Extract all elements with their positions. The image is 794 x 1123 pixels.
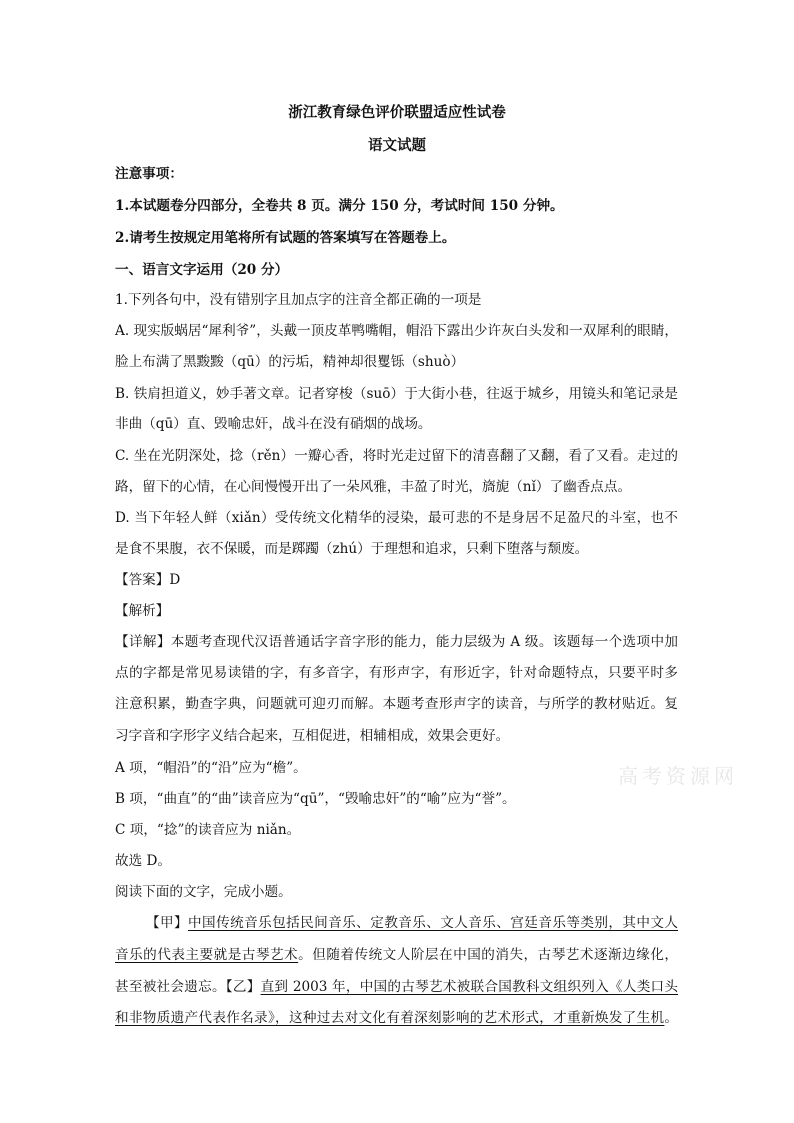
passage-text: 甚至被社会遗忘。 [115, 979, 226, 995]
explanation-note: C 项，“捻”的读音应为 niǎn。 [115, 822, 301, 838]
underlined-text: 中国传统音乐包括民间音乐、定教音乐、文人音乐、宫廷音乐等类别，其中文人 [188, 915, 679, 931]
yi-tag: 【乙】 [225, 979, 261, 995]
watermark: 高考资源网 [618, 764, 738, 788]
explanation-note: B 项，“曲直”的“曲”读音应为“qū”，“毁喻忠奸”的“喻”应为“誉”。 [115, 791, 516, 807]
option-b-line: 非曲（qū）直、毁喻忠奸，战斗在没有硝烟的战场。 [115, 416, 432, 432]
detail-line: 注意积累，勤查字典，问题就可迎刃而解。本题考查形声字的读音，与所学的教材贴近。复 [115, 696, 678, 712]
answer-label: 【答案】D [115, 572, 181, 588]
jia-tag: 【甲】 [146, 915, 189, 931]
exam-title: 浙江教育绿色评价联盟适应性试卷 [288, 104, 506, 121]
option-c-line: 路，留下的心情，在心间慢慢开出了一朵风雅，丰盈了时光，旖旎（nǐ）了幽香点点。 [115, 479, 632, 495]
passage-line [146, 913, 678, 933]
detail-line: 点的字都是常见易读错的字，有多音字，有形声字，有形近字，针对命题特点，只要平时多 [115, 665, 678, 681]
underlined-text: 直到 2003 年，中国的古琴艺术被联合国教科文组织列入《人类口头 [260, 979, 678, 995]
notice-heading: 注意事项： [115, 166, 183, 182]
exam-subtitle: 语文试题 [368, 137, 426, 154]
conclusion: 故选 D。 [115, 853, 172, 869]
detail-line: 习字音和字形字义结合起来，互相促进，相辅相成，效果会更好。 [115, 728, 510, 744]
option-a-line: 脸上布满了黑黢黢（qū）的污垢，精神却很矍铄（shuò） [115, 354, 465, 370]
passage-text: 。但随着传统文人阶层在中国的消失，古琴艺术逐渐边缘化， [298, 947, 679, 963]
passage-line [115, 945, 678, 965]
underlined-text: 音乐的代表主要就是古琴艺术 [115, 947, 299, 963]
detail-line: 【详解】本题考查现代汉语普通话字音字形的能力，能力层级为 A 级。该题每一个选项中加 [115, 634, 678, 650]
option-d-line: 是食不果腹，衣不保暖，而是踯躅（zhú）于理想和追求，只剩下堕落与颓废。 [115, 541, 589, 557]
passage-text: 。 [664, 1010, 678, 1026]
section-heading: 一、语言文字运用（20 分） [115, 262, 289, 278]
option-a-line: A. 现实版蜗居“犀利爷”，头戴一顶皮革鸭嘴帽，帽沿下露出少许灰白头发和一双犀利的眼睛， [115, 323, 678, 339]
reading-intro: 阅读下面的文字，完成小题。 [115, 884, 292, 900]
option-c-line: C. 坐在光阴深处，捻（rěn）一瓣心香，将时光走过留下的清喜翻了又翻，看了又看。走过的 [115, 448, 678, 464]
analysis-heading: 【解析】 [115, 603, 170, 619]
question-stem: 1.下列各句中，没有错别字且加点字的注音全都正确的一项是 [115, 292, 482, 308]
option-b-line: B. 铁肩担道义，妙手著文章。记者穿梭（suō）于大街小巷，往返于城乡，用镜头和笔记录是 [115, 386, 678, 402]
notice-item: 1.本试题卷分四部分，全卷共 8 页。满分 150 分，考试时间 150 分钟。 [115, 198, 564, 214]
option-d-line: D. 当下年轻人鲜（xiǎn）受传统文化精华的浸染，最可悲的不是身居不足盈尺的斗室，也不 [115, 510, 678, 526]
underlined-text: 和非物质遗产代表作名录》，这种过去对文化有着深刻影响的艺术形式，才重新焕发了生机 [115, 1010, 665, 1026]
passage-line [115, 1008, 678, 1028]
notice-item: 2.请考生按规定用笔将所有试题的答案填写在答题卷上。 [115, 230, 456, 246]
passage-line [115, 977, 678, 997]
explanation-note: A 项，“帽沿”的“沿”应为“檐”。 [115, 760, 307, 776]
